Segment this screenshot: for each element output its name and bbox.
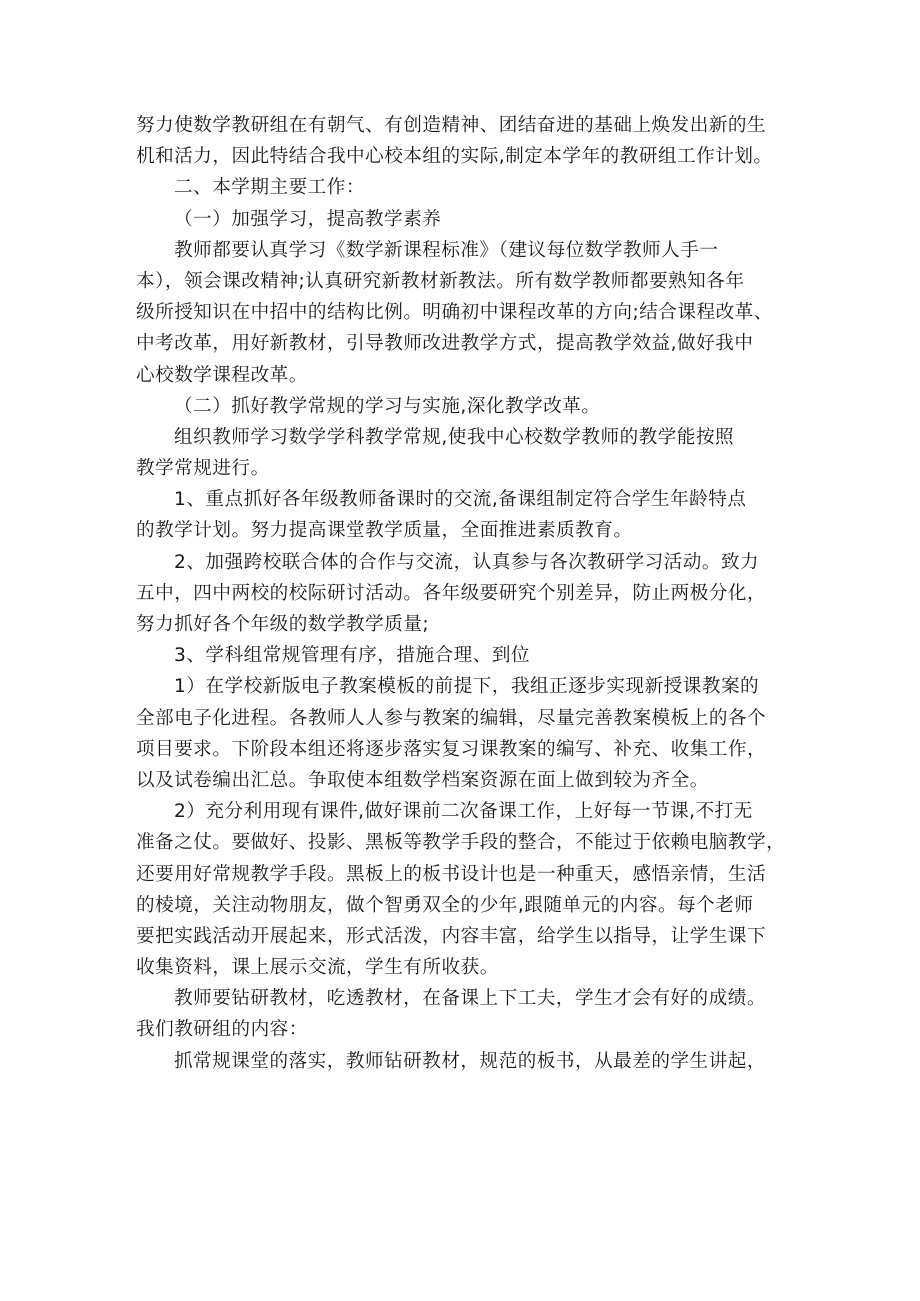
text-line: （一）加强学习，提高教学素养 — [174, 208, 442, 230]
text-line: 努力使数学教研组在有朝气、有创造精神、团结奋进的基础上焕发出新的生 — [136, 115, 767, 136]
text-line: 1）在学校新版电子教案模板的前提下，我组正逐步实现新授课教案的 — [174, 676, 760, 698]
text-line: 1、重点抓好各年级教师备课时的交流,备课组制定符合学生年龄特点 — [174, 489, 747, 511]
text-line: 本），领会课改精神;认真研究新教材新教法。所有数学教师都要熟知各年 — [136, 270, 745, 292]
document-body — [136, 110, 806, 1077]
text-line: 收集资料，课上展示交流，学生有所收获。 — [136, 957, 499, 979]
text-line: 准备之仗。要做好、投影、黑板等教学手段的整合，不能过于依赖电脑教学， — [136, 832, 786, 854]
text-line: 组织教师学习数学学科教学常规,使我中心校数学教师的教学能按照 — [174, 426, 735, 448]
text-line: 教师要钻研教材，吃透教材，在备课上下工夫，学生才会有好的成绩。 — [174, 988, 766, 1010]
text-line: 教学常规进行。 — [136, 458, 270, 480]
text-line: （二）抓好教学常规的学习与实施,深化教学改革。 — [174, 395, 601, 417]
text-line: 中考改革，用好新教材，引导教师改进教学方式，提高教学效益,做好我中 — [136, 333, 754, 355]
text-line: 二、本学期主要工作： — [174, 177, 365, 199]
text-line: 我们教研组的内容： — [136, 1019, 308, 1041]
text-line: 要把实践活动开展起来，形式活泼，内容丰富，给学生以指导，让学生课下 — [136, 925, 767, 947]
text-line: 项目要求。下阶段本组还将逐步落实复习课教案的编写、补充、收集工作， — [136, 738, 767, 760]
text-line: 努力抓好各个年级的数学教学质量; — [136, 614, 430, 635]
text-line: 教师都要认真学习《数学新课程标准》（建议每位数学教师人手一 — [174, 239, 719, 261]
text-line: 全部电子化进程。各教师人人参与教案的编辑，尽量完善教案模板上的各个 — [136, 707, 767, 729]
text-line: 级所授知识在中招中的结构比例。明确初中课程改革的方向;结合课程改革、 — [136, 302, 773, 324]
text-line: 的棱境，关注动物朋友，做个智勇双全的少年,跟随单元的内容。每个老师 — [136, 894, 754, 916]
text-line: 抓常规课堂的落实，教师钻研教材，规范的板书，从最差的学生讲起， — [174, 1050, 766, 1072]
text-line: 以及试卷编出汇总。争取使本组数学档案资源在面上做到较为齐全。 — [136, 769, 709, 791]
text-line: 2、加强跨校联合体的合作与交流，认真参与各次教研学习活动。致力 — [174, 551, 760, 573]
text-line: 3、学科组常规管理有序，措施合理、到位 — [174, 645, 531, 667]
text-line: 的教学计划。努力提高课堂教学质量，全面推进素质教育。 — [136, 520, 633, 542]
text-line: 心校数学课程改革。 — [136, 364, 308, 386]
text-line: 2）充分利用现有课件,做好课前二次备课工作，上好每一节课,不打无 — [174, 801, 753, 823]
text-line: 五中，四中两校的校际研讨活动。各年级要研究个别差异，防止两极分化， — [136, 582, 767, 604]
text-line: 还要用好常规教学手段。黑板上的板书设计也是一种重天，感悟亲情，生活 — [136, 863, 767, 885]
text-line: 机和活力，因此特结合我中心校本组的实际,制定本学年的教研组工作计划。 — [136, 146, 773, 168]
